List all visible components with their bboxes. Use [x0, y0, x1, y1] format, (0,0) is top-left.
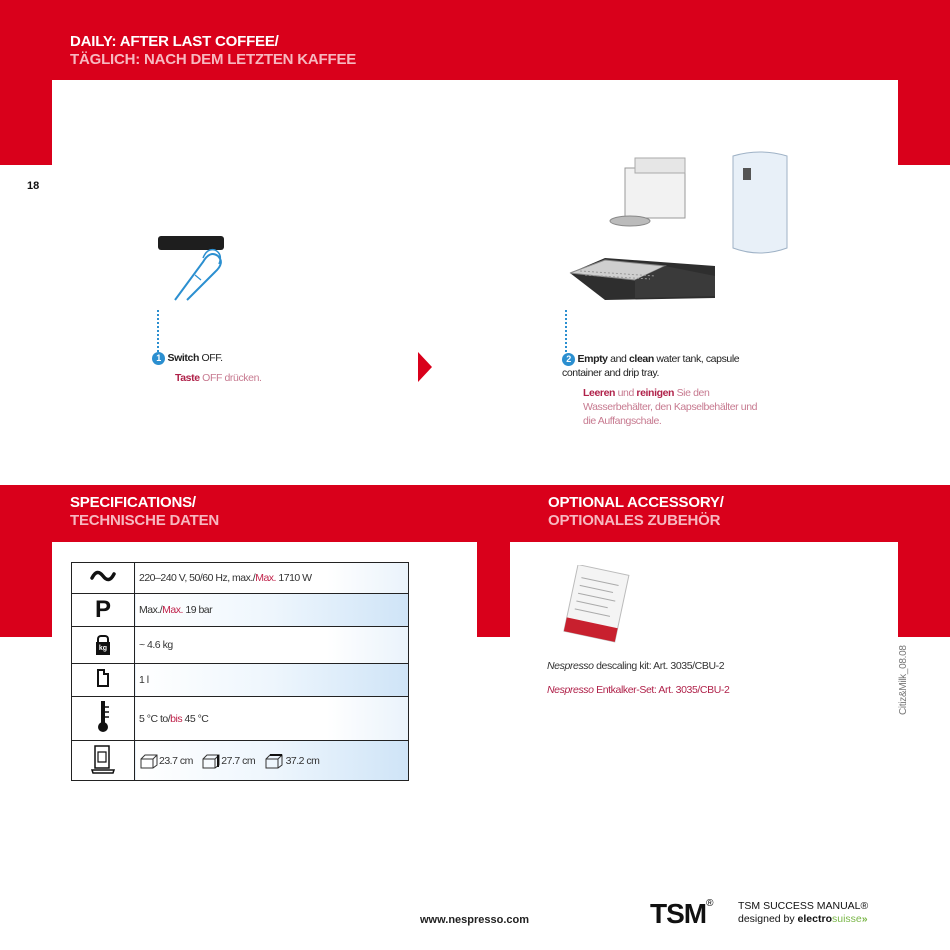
spec-capacity-value: 1 l	[135, 664, 409, 697]
spec-temperature-value: 5 °C to/bis 45 °C	[135, 697, 409, 741]
step2-de-bold1: Leeren	[583, 387, 616, 399]
step1-de-rest: OFF drücken.	[199, 372, 262, 384]
dimension-depth: 23.7 cm	[159, 754, 193, 767]
accessory-line-de: Nespresso Entkalker-Set: Art. 3035/CBU-2	[547, 684, 730, 696]
height-box-icon	[201, 753, 221, 769]
thermometer-icon	[72, 697, 135, 741]
tsm-line2: designed by electrosuisse»	[738, 913, 868, 925]
daily-title-de: TÄGLICH: NACH DEM LETZTEN KAFFEE	[70, 51, 357, 68]
accessory-header	[548, 494, 724, 530]
step1-number: 1	[152, 352, 165, 365]
step2-text	[562, 352, 762, 428]
spec-power-value: 220–240 V, 50/60 Hz, max./Max. 1710 W	[135, 563, 409, 594]
spec-row-power	[72, 563, 409, 594]
daily-header	[70, 33, 356, 69]
step2-de-mid: und	[615, 387, 637, 399]
dimension-length: 37.2 cm	[285, 754, 320, 767]
spec-row-temperature	[72, 697, 409, 741]
spec-weight-value: ~ 4.6 kg	[135, 627, 409, 664]
specs-title-de: TECHNISCHE DATEN	[70, 512, 220, 529]
step2-number: 2	[562, 353, 575, 366]
machine-dimensions-icon	[72, 741, 135, 781]
step2-en-mid: and	[607, 353, 629, 365]
spec-dimensions-value	[135, 741, 409, 781]
next-step-arrow-icon	[418, 352, 434, 382]
length-box-icon	[264, 753, 286, 769]
spec-pressure-value: Max./Max. 19 bar	[135, 594, 409, 627]
spec-row-dimensions	[72, 741, 409, 781]
step1-en-rest: OFF.	[198, 352, 223, 364]
accessory-line-en: Nespresso descaling kit: Art. 3035/CBU-2	[547, 660, 725, 672]
tsm-tagline	[738, 900, 868, 926]
step2-en-bold1: Empty	[577, 353, 608, 365]
weight-icon: kg	[72, 627, 135, 664]
tsm-logo: TSM®	[650, 898, 714, 929]
page-number: 18	[27, 180, 40, 192]
parts-cleaning-illustration	[565, 148, 805, 308]
dimension-height: 27.7 cm	[221, 754, 256, 767]
specs-header	[70, 494, 219, 530]
switch-press-illustration	[155, 230, 235, 305]
accessory-text	[547, 660, 867, 696]
depth-box-icon	[139, 753, 159, 769]
step1-dotted-line	[157, 310, 159, 352]
step1-en-bold: Switch	[167, 352, 199, 364]
daily-title-en: DAILY: AFTER LAST COFFEE/	[70, 33, 279, 50]
step2-de-rest: Sie den Wasserbehälter, den Kapselbehälter und die Auffangschale.	[583, 387, 758, 427]
spec-row-pressure	[72, 594, 409, 627]
descaling-kit-illustration	[560, 565, 630, 645]
step1-text	[152, 352, 352, 384]
tsm-line1: TSM SUCCESS MANUAL®	[738, 900, 869, 912]
step2-de-bold2: reinigen	[636, 387, 675, 399]
power-icon	[72, 563, 135, 594]
spec-row-weight	[72, 627, 409, 664]
accessory-title-en: OPTIONAL ACCESSORY/	[548, 494, 724, 511]
step2-en-rest: water tank, capsule container and drip tray.	[562, 353, 740, 379]
pressure-icon: P	[72, 594, 135, 627]
step1-de-bold: Taste	[175, 372, 200, 384]
accessory-title-de: OPTIONALES ZUBEHÖR	[548, 512, 721, 529]
step2-dotted-line	[565, 310, 567, 352]
chevron-right-icon: »	[861, 913, 868, 925]
specs-title-en: SPECIFICATIONS/	[70, 494, 196, 511]
footer-url[interactable]: www.nespresso.com	[420, 914, 530, 926]
specs-table	[71, 562, 409, 781]
spec-row-capacity	[72, 664, 409, 697]
water-tank-icon	[72, 664, 135, 697]
step2-en-bold2: clean	[628, 353, 654, 365]
